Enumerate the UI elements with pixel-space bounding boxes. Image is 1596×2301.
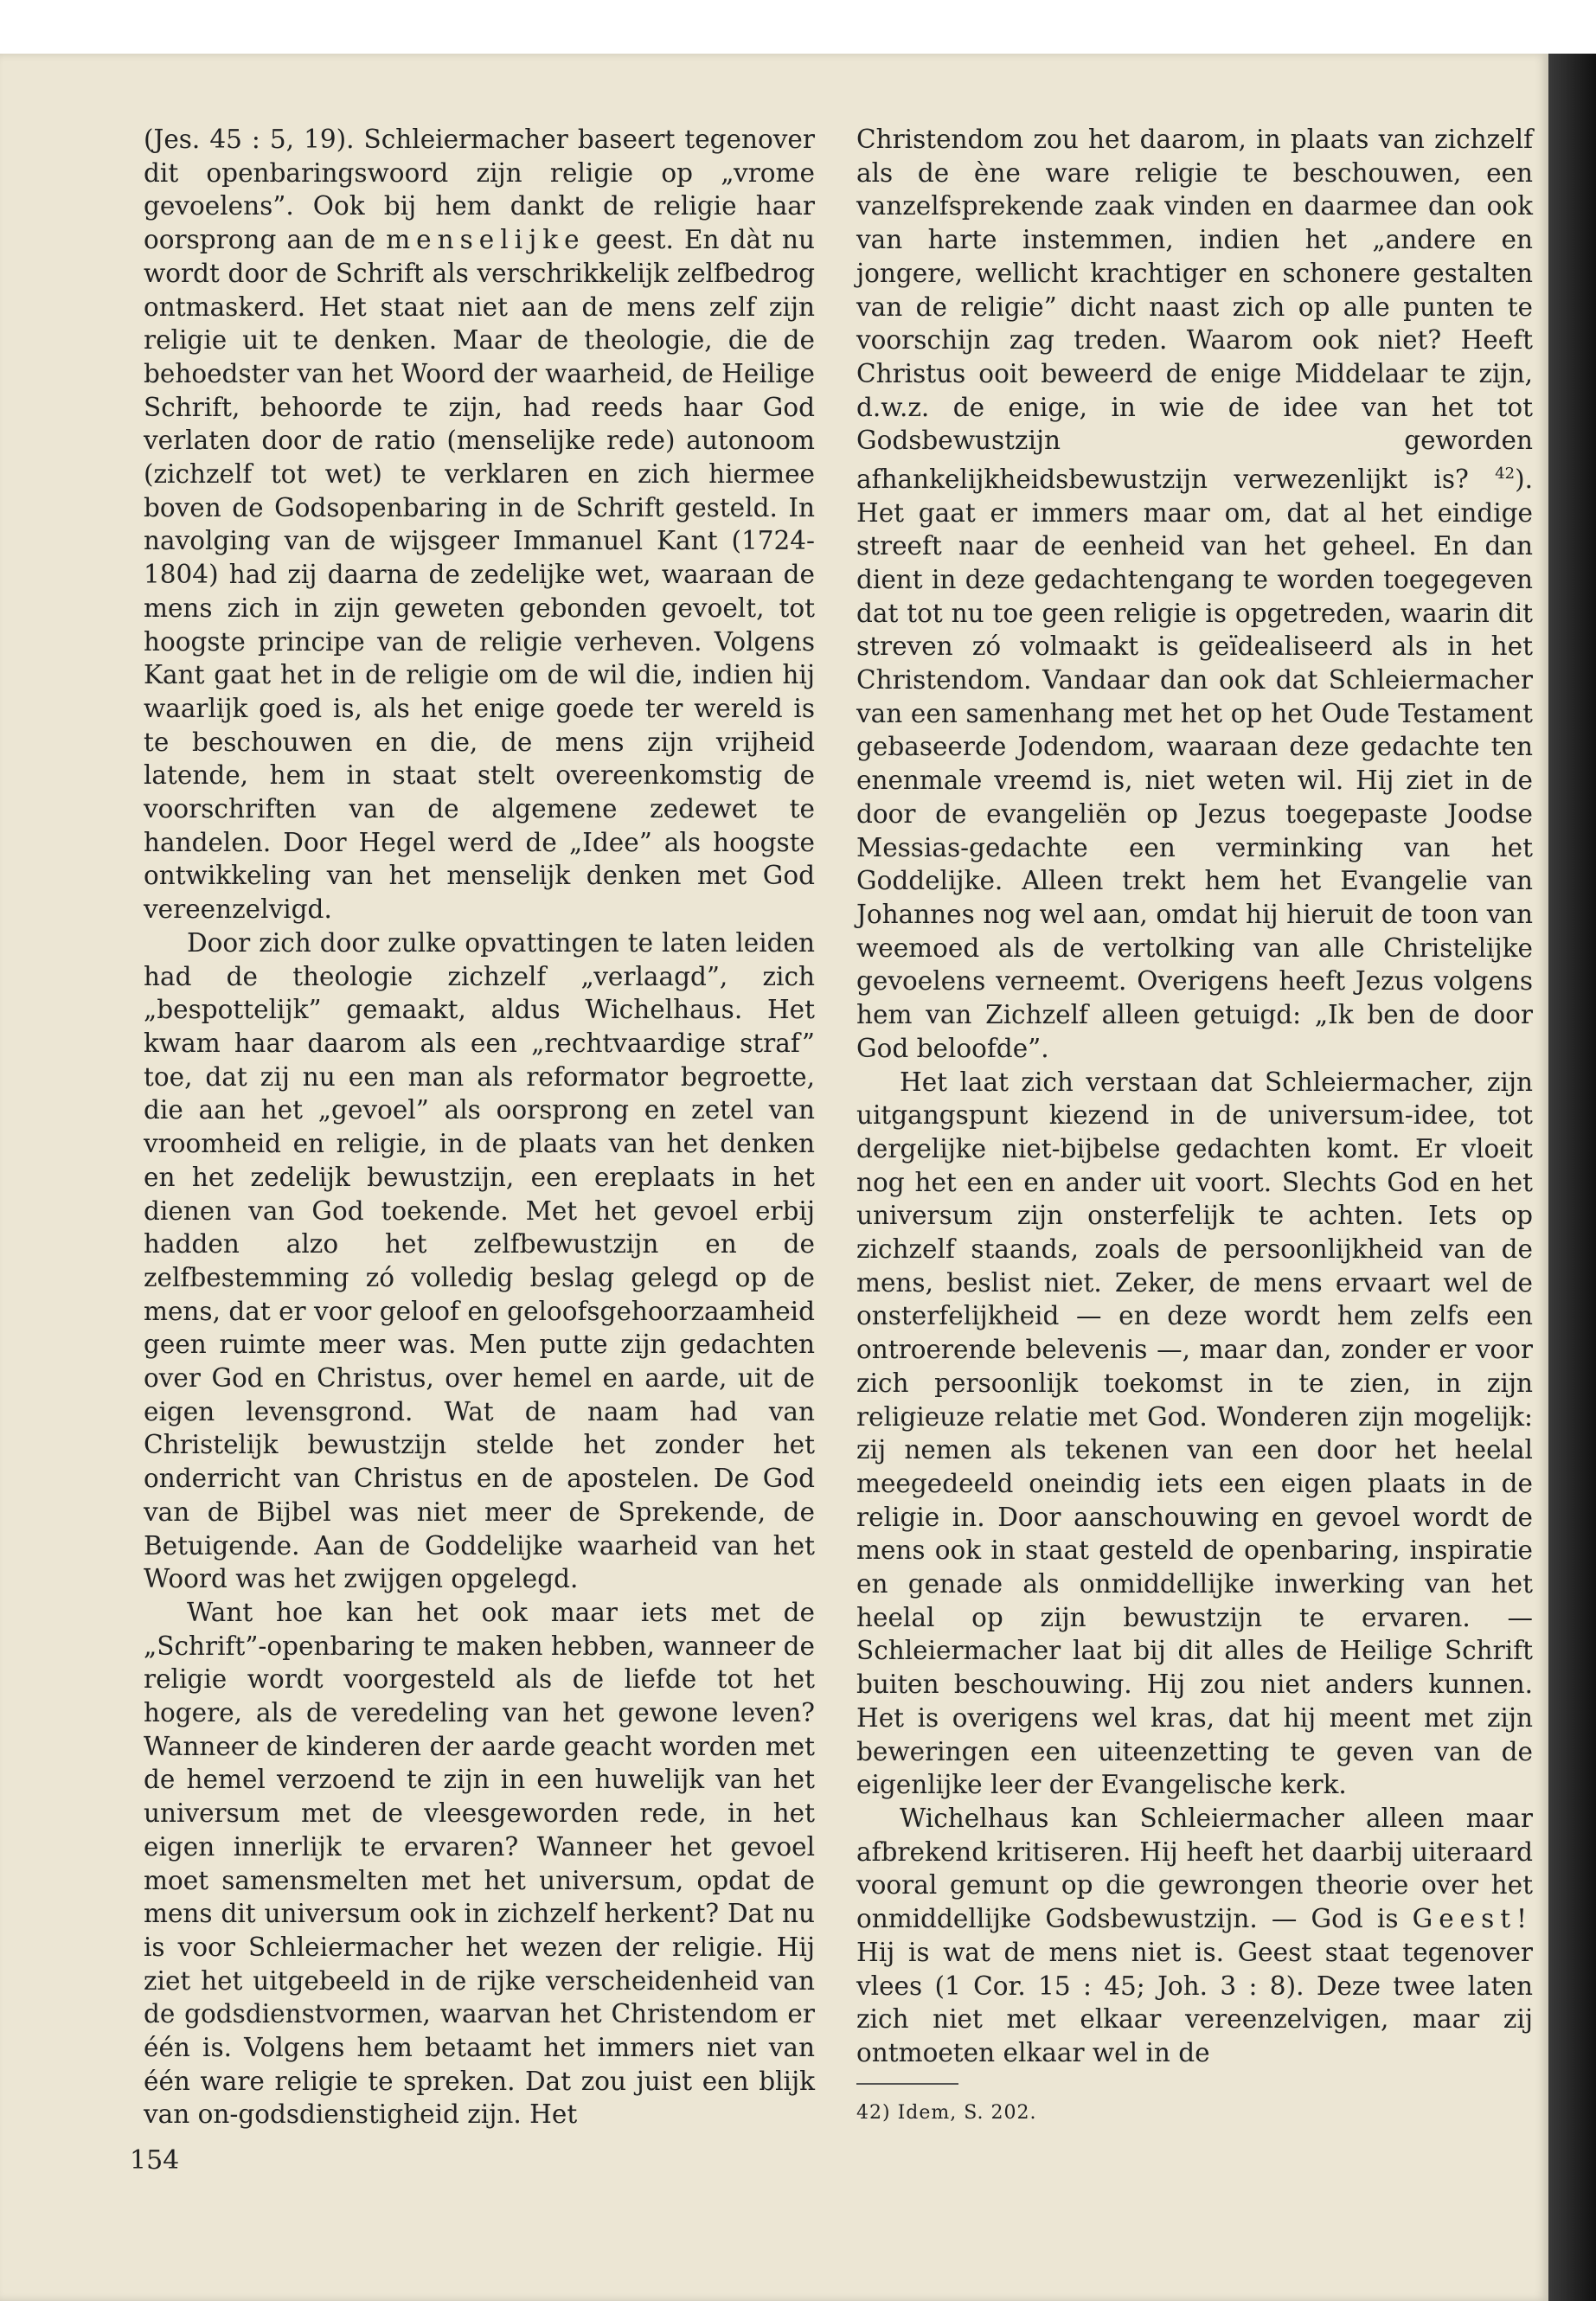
left-paragraph-3: Want hoe kan het ook maar iets met de „Schrift”-openbaring te maken hebben, wanneer de religie wordt voorgesteld als de liefde tot het hogere, als de veredeling van het gewone leven? Wanneer de kinderen der aarde geacht worden met de hemel verzoend te zijn in een huwelijk van het universum met de vleesgeworden rede, in het eigen innerlijk te ervaren? Wanneer het gevoel moet samensmelten met het universum, opdat de mens dit universum ook in zichzelf herkent? Dat nu is voor Schleiermacher het wezen der religie. Hij ziet het uitgebeeld in de rijke verscheidenheid van de godsdienstvormen, waarvan het Christendom er één is. Volgens hem betaamt het immers niet van één ware religie te spreken. Dat zou juist een blijk van on-godsdienstigheid zijn. Het [144, 1597, 815, 2130]
scan-top-margin [0, 0, 1596, 54]
book-spine [1548, 54, 1596, 2301]
right-paragraph-1 [856, 123, 1533, 1066]
right-p3-rest: Hij is wat de mens niet is. Geest staat tegenover vlees (1 Cor. 15 : 45; Joh. 3 : 8). Deze twee laten zich niet met elkaar vereenzelvigen, maar zij ontmoeten elkaar wel in de [856, 1937, 1533, 2067]
right-column [856, 123, 1533, 2070]
right-p1-rest: ). Het gaat er immers maar om, dat al het eindige streeft naar de eenheid van het geheel. En dan dient in deze gedachtengang te worden toegegeven dat tot nu toe geen religie is opgetreden, waarin dit streven zó volmaakt is geïdealiseerd als in het Christendom. Vandaar dan ook dat Schleiermacher van een samenhang met het op het Oude Testament gebaseerde Jodendom, waaraan deze gedachte ten enenmale vreemd is, niet weten wil. Hij ziet in de door de evangeliën op Jezus toegepaste Joodse Messias-gedachte een verminking van het Goddelijke. Alleen trekt hem het Evangelie van Johannes nog wel aan, omdat hij hieruit de toon van weemoed als de vertolking van alle Christelijke gevoelens verneemt. Overigens heeft Jezus volgens hem van Zichzelf alleen getuigd: „Ik ben de door God beloofde”. [856, 464, 1533, 1063]
left-p1-text: (Jes. 45 : 5, 19). Schleiermacher baseert tegenover dit openbaringswoord zijn religie op „vrome gevoelens”. Ook bij hem dankt de religie haar oorsprong aan de [144, 125, 815, 255]
left-paragraph-2: Door zich door zulke opvattingen te laten leiden had de theologie zichzelf „verlaagd”, zich „bespottelijk” gemaakt, aldus Wichelhaus. Het kwam haar daarom als een „rechtvaardige straf” toe, dat zij nu een man als reformator begroette, die aan het „gevoel” als oorsprong en zetel van vroomheid en religie, in de plaats van het denken en het zedelijk bewustzijn, een ereplaats in het dienen van God toekende. Met het gevoel erbij hadden alzo het zelfbewustzijn en de zelfbestemming zó volledig beslag gelegd op de mens, dat er voor geloof en geloofsgehoorzaamheid geen ruimte meer was. Men putte zijn gedachten over God en Christus, over hemel en aarde, uit de eigen levensgrond. Wat de naam had van Christelijk bewustzijn stelde het zonder het onderricht van Christus en de apostelen. De God van de Bijbel was niet meer de Sprekende, de Betuigende. Aan de Goddelijke waarheid van het Woord was het zwijgen opgelegd. [144, 927, 815, 1594]
footnote-reference[interactable]: 42 [1495, 465, 1516, 484]
left-paragraph-1 [144, 123, 815, 926]
spaced-word-geest: Geest! [1412, 1904, 1533, 1934]
right-p1-text: Christendom zou het daarom, in plaats van zichzelf als de ène ware religie te beschouwen, een vanzelfsprekende zaak vinden en daarmee dan ook van harte instemmen, indien het „andere en jongere, wellicht krachtiger en schonere gestalten van de religie” dicht naast zich op alle punten te voorschijn zag treden. Waarom ook niet? Heeft Christus ooit beweerd de enige Middelaar te zijn, d.w.z. de enige, in wie de idee van het tot Godsbewustzijn geworden afhankelijkheidsbewustzijn verwezenlijkt is? [856, 125, 1533, 494]
left-p1-rest: geest. En dàt nu wordt door de Schrift als verschrikkelijk zelfbedrog ontmaskerd. Het staat niet aan de mens zelf zijn religie uit te denken. Maar de theologie, die de behoedster van het Woord der waarheid, de Heilige Schrift, behoorde te zijn, had reeds haar God verlaten door de ratio (menselijke rede) autonoom (zichzelf tot wet) te verklaren en zich hiermee boven de Godsopenbaring in de Schrift gesteld. In navolging van de wijsgeer Immanuel Kant (1724-1804) had zij daarna de zedelijke wet, waaraan de mens zich in zijn geweten gebonden gevoelt, tot hoogste principe van de religie verheven. Volgens Kant gaat het in de religie om de wil die, indien hij waarlijk goed is, als het enige goede ter wereld is te beschouwen en die, de mens zijn vrijheid latende, hem in staat stelt overeenkomstig de voorschriften van de algemene zedewet te handelen. Door Hegel werd de „Idee” als hoogste ontwikkeling van het menselijk denken met God vereenzelvigd. [144, 225, 815, 925]
footnote: 42) Idem, S. 202. [856, 2102, 1037, 2124]
spaced-word-menselijke: menselijke [386, 225, 586, 255]
right-paragraph-3 [856, 1802, 1533, 2070]
page-number: 154 [130, 2145, 180, 2176]
left-column [144, 123, 815, 2131]
right-p3-text: Wichelhaus kan Schleiermacher alleen maar afbrekend kritiseren. Hij heeft het daarbij uiteraard vooral gemunt op die gewrongen theorie over het onmiddellijke Godsbewustzijn. — God is [856, 1803, 1533, 1934]
footnote-rule [856, 2083, 958, 2085]
right-paragraph-2: Het laat zich verstaan dat Schleiermacher, zijn uitgangspunt kiezend in de universum-idee, tot dergelijke niet-bijbelse gedachten komt. Er vloeit nog het een en ander uit voort. Slechts God en het universum zijn onsterfelijk te achten. Iets op zichzelf staands, zoals de persoonlijkheid van de mens, beslist niet. Zeker, de mens ervaart wel de onsterfelijkheid — en deze wordt hem zelfs een ontroerende belevenis —, maar dan, zonder er voor zich persoonlijk toekomst in te zien, in zijn religieuze relatie met God. Wonderen zijn mogelijk: zij nemen als tekenen van een door het heelal meegedeeld oneindig iets een eigen plaats in de religie in. Door aanschouwing en gevoel wordt de mens ook in staat gesteld de openbaring, inspiratie en genade als onmiddellijke inwerking van het heelal op zijn bewustzijn te ervaren. — Schleiermacher laat bij dit alles de Heilige Schrift buiten beschouwing. Hij zou niet anders kunnen. Het is overigens wel kras, dat hij meent met zijn beweringen een uiteenzetting te geven van de eigenlijke leer der Evangelische kerk. [856, 1067, 1533, 1800]
